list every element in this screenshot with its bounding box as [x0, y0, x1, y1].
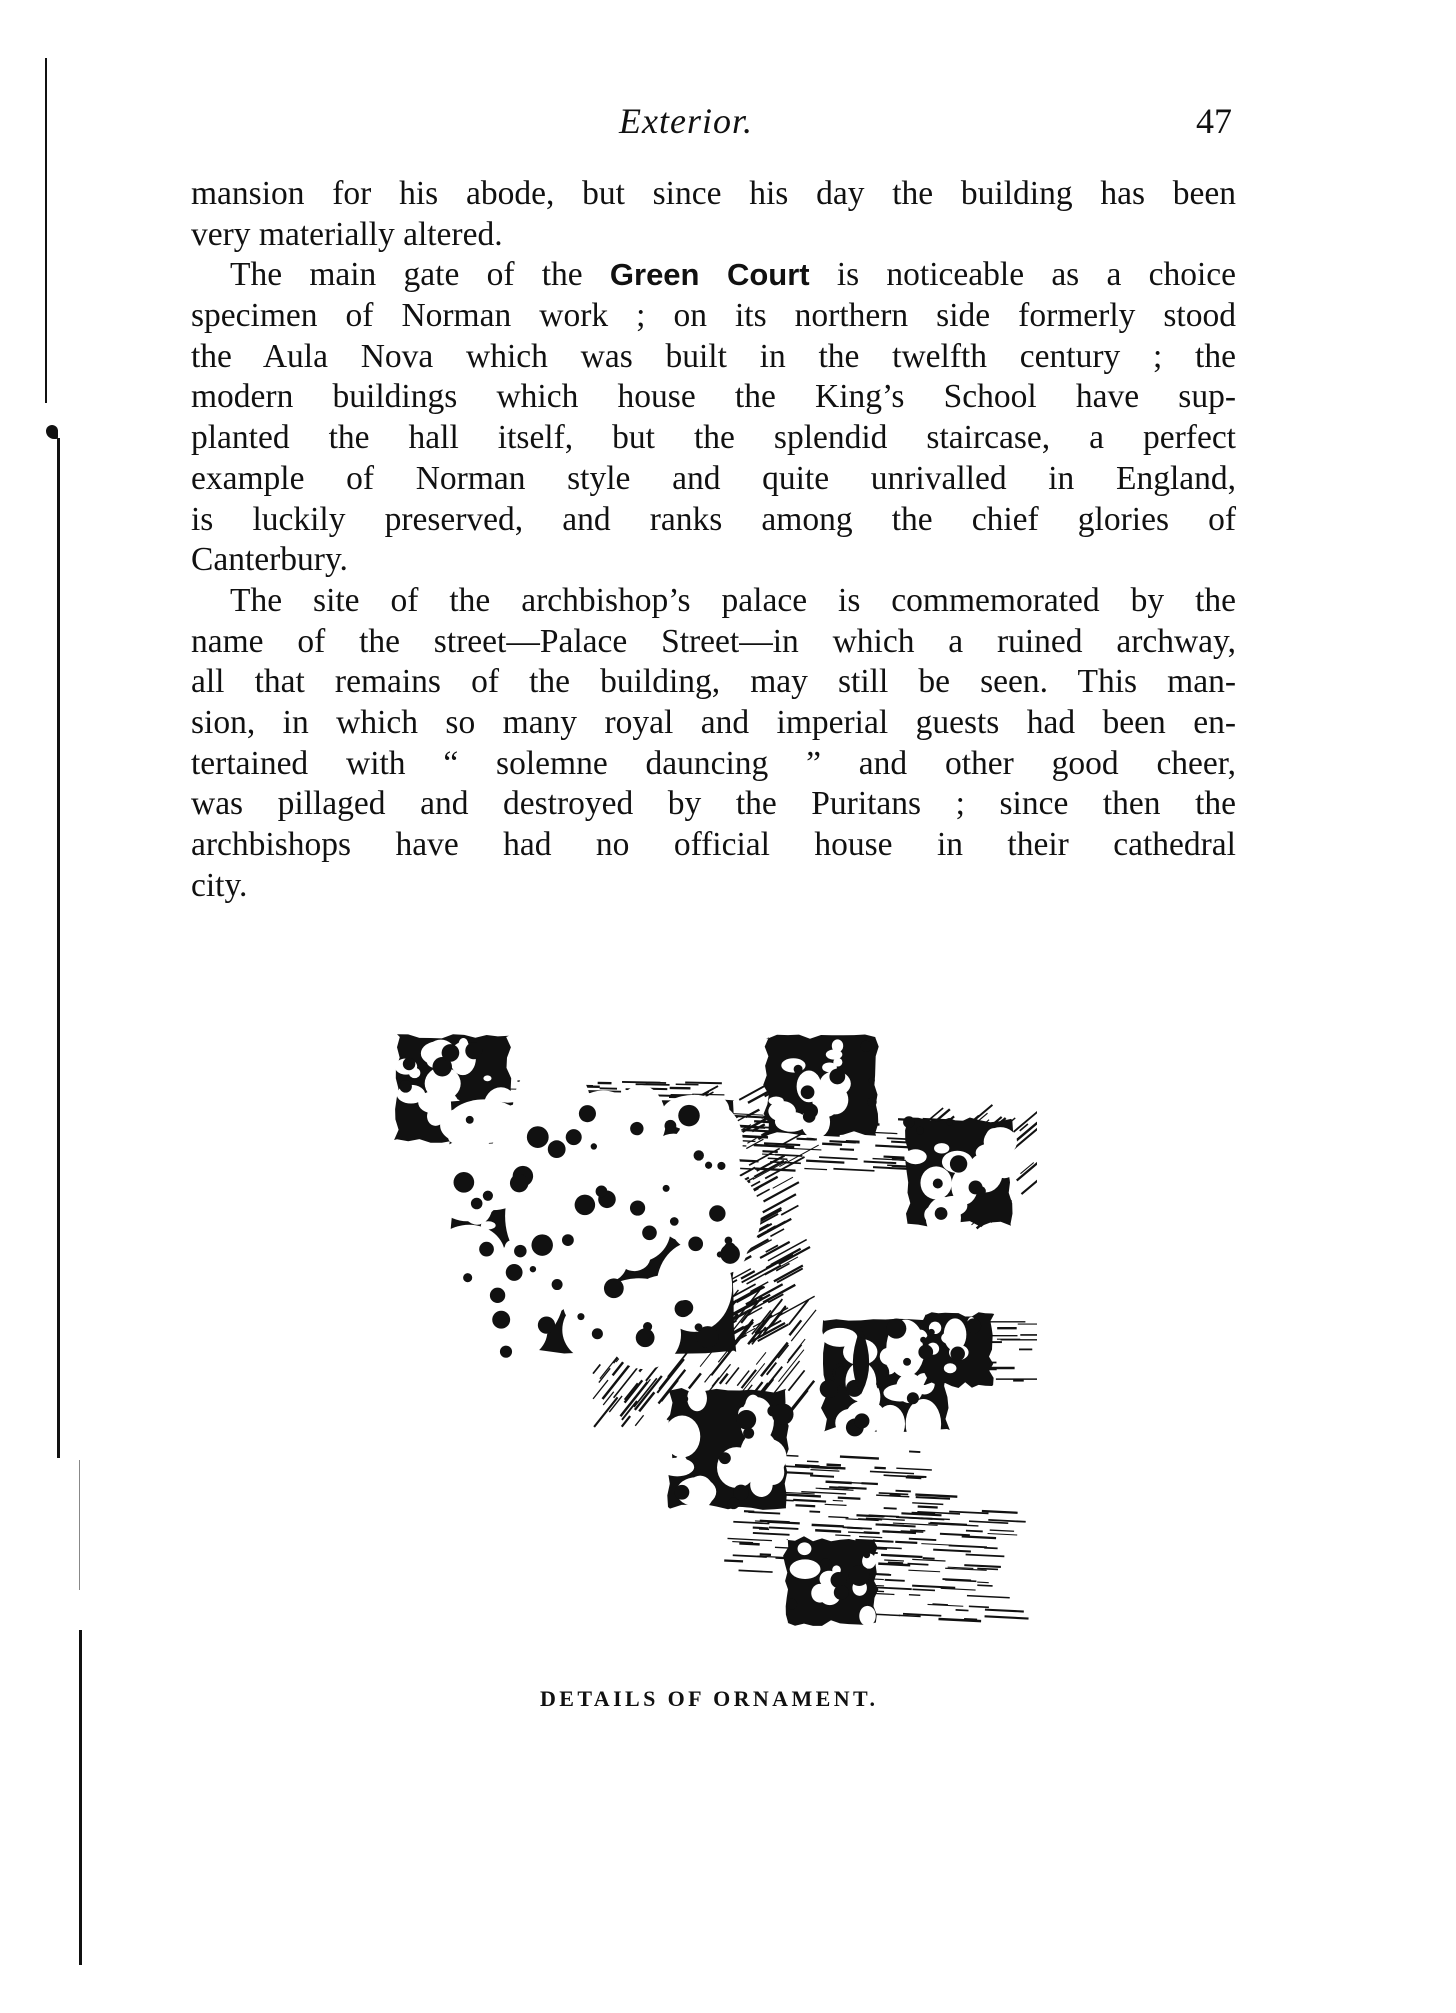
hatch-stroke — [896, 1491, 911, 1492]
text-line: sion, in which so many royal and imperial guests had been en- — [191, 703, 1236, 741]
leaf-shadow — [678, 1105, 700, 1127]
leaf-highlight — [483, 1075, 491, 1081]
hatch-stroke — [822, 1144, 842, 1145]
leaf-highlight — [612, 1179, 654, 1201]
hatch-stroke — [769, 1527, 798, 1528]
leaf-shadow — [465, 1042, 482, 1059]
paragraph-3 — [191, 581, 1236, 907]
hatch-stroke — [874, 1468, 885, 1469]
leaf-shadow — [506, 1264, 523, 1281]
hatch-stroke — [812, 1525, 844, 1527]
hatch-stroke — [743, 1130, 769, 1131]
leaf-highlight — [906, 1399, 942, 1449]
hatch-stroke — [909, 1539, 936, 1540]
hatch-stroke — [804, 1169, 827, 1170]
leaf-shadow — [834, 1585, 849, 1600]
leaf-shadow — [860, 1041, 871, 1052]
leaf-shadow — [854, 1413, 869, 1428]
hatch-stroke — [614, 1367, 638, 1397]
hatch-stroke — [777, 1268, 803, 1282]
hatch-stroke — [918, 1506, 938, 1507]
leaf-shadow — [591, 1143, 597, 1149]
hatch-stroke — [885, 1580, 905, 1581]
hatch-stroke — [933, 1550, 971, 1552]
hatch-stroke — [743, 1363, 765, 1391]
text-line: tertained with “ solemne dauncing ” and other good cheer, — [191, 744, 1236, 782]
hatch-stroke — [859, 1536, 882, 1537]
hatch-stroke — [728, 1538, 772, 1540]
leaf-shadow — [950, 1155, 967, 1172]
leaf-highlight — [904, 1149, 926, 1164]
hatch-stroke — [912, 1589, 935, 1590]
hatch-stroke — [1017, 1152, 1037, 1180]
leaf-shadow — [849, 1565, 870, 1586]
leaf-shadow — [566, 1129, 582, 1145]
leaf-shadow — [947, 1120, 953, 1126]
leaf-shadow — [820, 1380, 838, 1398]
place-name-green-court: Green Court — [609, 257, 810, 293]
hatch-stroke — [809, 1511, 820, 1512]
hatch-stroke — [949, 1545, 987, 1547]
text-segment: is noticeable as a choice — [809, 256, 1236, 294]
hatch-stroke — [912, 1559, 945, 1561]
hatch-stroke — [807, 1461, 819, 1462]
leaf-highlight — [934, 1143, 949, 1153]
hatch-stroke — [864, 1162, 897, 1164]
text-line: city. — [191, 866, 248, 904]
leaf-shadow — [772, 1403, 794, 1425]
leaf-shadow — [688, 1236, 703, 1251]
leaf-shadow — [695, 1323, 703, 1331]
hatch-stroke — [921, 1544, 951, 1546]
figure-caption: DETAILS OF ORNAMENT. — [540, 1686, 879, 1711]
leaf-shadow — [869, 1077, 875, 1083]
hatch-stroke — [940, 1534, 970, 1535]
hatch-stroke — [636, 1084, 670, 1085]
leaf-shadow — [950, 1346, 964, 1360]
leaf-shadow — [867, 1097, 877, 1107]
leaf-shadow — [674, 1485, 689, 1500]
hatch-stroke — [915, 1495, 957, 1497]
leaf-shadow — [694, 1150, 704, 1160]
leaf-shadow — [820, 1558, 832, 1570]
text-line: planted the hall itself, but the splendid staircase, a perfect — [191, 419, 1236, 457]
text-line: is luckily preserved, and ranks among the chief glories of — [191, 500, 1236, 538]
text-line — [191, 255, 1236, 296]
text-line: all that remains of the building, may still be seen. This man- — [191, 663, 1236, 701]
hatch-stroke — [840, 1149, 854, 1150]
leaf-shadow — [737, 1410, 757, 1430]
ornament-illustration — [393, 1031, 1037, 1655]
leaf-shadow — [403, 1058, 416, 1071]
hatch-stroke — [838, 1487, 866, 1488]
leaf-highlight — [697, 1298, 722, 1324]
leaf-highlight — [549, 1225, 605, 1302]
leaf-highlight — [790, 1559, 821, 1579]
hatch-stroke — [988, 1534, 1018, 1535]
leaf-shadow — [903, 1116, 915, 1128]
hatch-stroke — [843, 1527, 872, 1528]
hatch-stroke — [877, 1587, 912, 1589]
leaf-highlight — [529, 1201, 540, 1209]
hatch-stroke — [795, 1505, 815, 1506]
hatch-stroke — [912, 1586, 955, 1588]
hatch-stroke — [791, 1310, 816, 1341]
margin-rule-middle — [57, 438, 60, 1458]
leaf-shadow — [803, 1110, 816, 1123]
hatch-stroke — [985, 1610, 1024, 1612]
hatch-stroke — [878, 1564, 910, 1566]
hatch-stroke — [899, 1615, 921, 1616]
hatch-stroke — [833, 1169, 874, 1171]
hatch-stroke — [870, 1471, 914, 1473]
leaf-shadow — [935, 1207, 948, 1220]
hatch-stroke — [815, 1530, 841, 1531]
margin-rule-top — [45, 58, 47, 403]
hatch-stroke — [795, 1465, 820, 1466]
leaf-highlight — [826, 1050, 843, 1060]
leaf-shadow — [705, 1162, 712, 1169]
hatch-stroke — [875, 1146, 908, 1148]
leaf-shadow — [717, 1162, 725, 1170]
text-line: specimen of Norman work ; on its northern side formerly stood — [191, 297, 1236, 335]
leaf-highlight — [687, 1476, 714, 1509]
leaf-shadow — [680, 1395, 688, 1403]
text-line: was pillaged and destroyed by the Puritans ; since then the — [191, 785, 1236, 823]
hatch-stroke — [753, 1528, 769, 1529]
hatch-stroke — [908, 1564, 929, 1565]
hatch-stroke — [762, 1151, 777, 1152]
leaf-shadow — [442, 1044, 460, 1062]
hatch-stroke — [977, 1582, 989, 1583]
leaf-shadow — [728, 1497, 740, 1509]
hatch-stroke — [793, 1500, 826, 1502]
margin-rule-faint — [79, 1460, 80, 1590]
leaf-shadow — [886, 1318, 906, 1338]
leaf-shadow — [479, 1242, 494, 1257]
leaf-shadow — [466, 1116, 474, 1124]
leaf-highlight — [944, 1363, 957, 1373]
hatch-stroke — [755, 1169, 796, 1171]
hatch-stroke — [977, 1585, 992, 1586]
leaf-shadow — [596, 1186, 608, 1198]
leaf-shadow — [531, 1234, 552, 1255]
hatch-stroke — [881, 1555, 922, 1557]
leaf-shadow — [510, 1174, 528, 1192]
hatch-stroke — [763, 1285, 795, 1303]
hatch-stroke — [768, 1158, 788, 1159]
text-line: example of Norman style and quite unrivalled in England, — [191, 459, 1236, 497]
hatch-stroke — [884, 1508, 897, 1509]
leaf-highlight — [985, 1128, 1003, 1153]
hatch-stroke — [835, 1535, 850, 1536]
body-text — [191, 174, 1236, 906]
leaf-shadow — [483, 1191, 493, 1201]
leaf-shadow — [665, 1120, 677, 1132]
leaf-highlight — [880, 1348, 897, 1365]
text-line: archbishops have had no official house in their cathedral — [191, 826, 1236, 863]
leaf-shadow — [829, 1069, 845, 1085]
hatch-stroke — [916, 1497, 950, 1499]
hatch-stroke — [969, 1606, 989, 1607]
leaf-shadow — [928, 1329, 935, 1336]
hatch-stroke — [739, 1543, 759, 1544]
leaf-highlight — [435, 1299, 506, 1361]
hatch-stroke — [810, 1476, 834, 1477]
leaf-shadow — [562, 1234, 574, 1246]
hatch-stroke — [760, 1554, 771, 1555]
hatch-stroke — [967, 1596, 1010, 1598]
hatch-stroke — [724, 1560, 743, 1561]
hatch-stroke — [884, 1475, 924, 1477]
hatch-stroke — [910, 1530, 925, 1531]
text-line: Canterbury. — [191, 541, 348, 579]
text-segment: The main gate of the — [230, 256, 610, 294]
leaf-shadow — [801, 1085, 815, 1099]
leaf-shadow — [636, 1328, 655, 1347]
leaf-shadow — [966, 1318, 981, 1333]
hatch-stroke — [733, 1522, 769, 1524]
leaf-shadow — [863, 1551, 870, 1558]
hatch-stroke — [1014, 1108, 1037, 1132]
hatch-stroke — [764, 1182, 799, 1201]
leaf-highlight — [637, 1108, 646, 1116]
leaf-shadow — [918, 1345, 933, 1360]
leaf-shadow — [907, 1392, 919, 1404]
hatch-stroke — [964, 1565, 1001, 1567]
leaf-highlight — [675, 1455, 687, 1471]
hatch-stroke — [785, 1148, 821, 1150]
margin-rule-curl — [46, 425, 58, 439]
leaf-shadow — [630, 1122, 643, 1135]
hatch-stroke — [759, 1529, 769, 1530]
hatch-stroke — [737, 1371, 749, 1386]
leaf-shadow — [604, 1278, 624, 1298]
leaf-shadow — [577, 1313, 584, 1320]
hatch-stroke — [895, 1542, 917, 1543]
leaf-shadow — [787, 1599, 798, 1610]
hatch-stroke — [990, 1530, 1014, 1531]
hatch-stroke — [810, 1470, 839, 1471]
text-line: modern buildings which house the King’s School have sup- — [191, 378, 1236, 416]
hatch-stroke — [840, 1457, 879, 1459]
paragraph-2 — [191, 255, 1236, 581]
hatch-stroke — [733, 1295, 770, 1315]
leaf-highlight — [768, 1101, 796, 1121]
leaf-shadow — [976, 1186, 986, 1196]
hatch-stroke — [827, 1465, 841, 1466]
text-line: mansion for his abode, but since his day the building has been — [191, 175, 1236, 212]
hatch-stroke — [966, 1554, 1005, 1556]
hatch-stroke — [896, 1517, 932, 1519]
leaf-highlight — [986, 1176, 994, 1185]
hatch-stroke — [599, 1368, 610, 1382]
hatch-stroke — [988, 1520, 1025, 1522]
hatch-stroke — [739, 1570, 773, 1572]
page-header — [191, 100, 1236, 144]
leaf-shadow — [719, 1452, 731, 1464]
hatch-stroke — [966, 1531, 983, 1532]
leaf-shadow — [663, 1185, 670, 1192]
leaf-shadow — [642, 1225, 657, 1240]
leaf-shadow — [592, 1328, 603, 1339]
leaf-highlight — [859, 1606, 875, 1626]
leaf-highlight — [761, 1460, 784, 1485]
leaf-shadow — [630, 1200, 645, 1215]
hatch-stroke — [748, 1512, 780, 1514]
hatch-stroke — [1021, 1174, 1037, 1194]
leaf-shadow — [794, 1065, 803, 1074]
hatch-stroke — [828, 1517, 848, 1518]
hatch-stroke — [941, 1588, 976, 1590]
hatch-stroke — [912, 1503, 943, 1505]
leaf-shadow — [527, 1126, 549, 1148]
text-line: name of the street—Palace Street—in which a ruined archway, — [191, 622, 1236, 660]
hatch-stroke — [864, 1532, 880, 1533]
leaf-shadow — [575, 1195, 596, 1216]
hatch-stroke — [753, 1533, 790, 1535]
hatch-stroke — [825, 1504, 847, 1505]
leaf-highlight — [664, 1416, 700, 1458]
hatch-stroke — [786, 1455, 798, 1456]
hatch-stroke — [622, 1082, 660, 1083]
hatch-stroke — [742, 1263, 778, 1283]
text-line: the Aula Nova which was built in the twelfth century ; the — [191, 337, 1236, 375]
hatch-stroke — [909, 1595, 920, 1596]
leaf-shadow — [500, 1346, 512, 1358]
hatch-stroke — [781, 1205, 798, 1214]
hatch-stroke — [789, 1300, 809, 1325]
leaf-shadow — [454, 1172, 475, 1193]
hatch-stroke — [838, 1498, 861, 1499]
leaf-shadow — [678, 1300, 694, 1316]
hatch-stroke — [705, 1374, 711, 1382]
hatch-stroke — [726, 1368, 739, 1385]
hatch-stroke — [786, 1472, 813, 1473]
text-line: The site of the archbishop’s palace is commemorated by the — [230, 581, 1236, 619]
leaf-shadow — [916, 1127, 924, 1135]
leaf-shadow — [670, 1217, 679, 1226]
running-title: Exterior. — [619, 101, 753, 141]
hatch-stroke — [806, 1161, 844, 1163]
leaf-shadow — [492, 1311, 510, 1329]
hatch-stroke — [761, 1343, 788, 1377]
margin-rule-bottom — [79, 1630, 82, 1965]
hatch-stroke — [819, 1157, 857, 1159]
hatch-stroke — [923, 1558, 935, 1559]
leaf-shadow — [579, 1105, 596, 1122]
hatch-stroke — [876, 1524, 916, 1526]
leaf-shadow — [709, 1205, 725, 1221]
leaf-shadow — [399, 1080, 412, 1093]
hatch-stroke — [884, 1560, 904, 1561]
text-line: very materially altered. — [191, 215, 503, 253]
leaf-shadow — [530, 1266, 536, 1272]
hatch-stroke — [829, 1141, 855, 1142]
hatch-stroke — [985, 1616, 1029, 1618]
hatch-stroke — [788, 1339, 805, 1360]
hatch-stroke — [977, 1568, 998, 1569]
hatch-stroke — [711, 1349, 732, 1376]
hatch-stroke — [876, 1495, 909, 1497]
hatch-stroke — [908, 1570, 940, 1572]
leaf-highlight — [822, 1328, 857, 1347]
leaf-highlight — [687, 1385, 707, 1411]
hatch-stroke — [742, 1370, 757, 1388]
hatch-stroke — [909, 1451, 920, 1452]
leaf-shadow — [463, 1273, 472, 1282]
leaf-shadow — [725, 1237, 733, 1245]
hatch-stroke — [593, 1364, 600, 1373]
hatch-stroke — [833, 1500, 843, 1501]
leaf-highlight — [941, 1332, 961, 1345]
hatch-stroke — [861, 1483, 877, 1484]
leaf-shadow — [548, 1140, 566, 1158]
leaf-shadow — [514, 1245, 526, 1257]
paragraph-1 — [191, 174, 1236, 255]
leaf-shadow — [552, 1279, 563, 1290]
hatch-stroke — [635, 1415, 643, 1426]
hatch-stroke — [868, 1516, 885, 1517]
hatch-stroke — [774, 1361, 800, 1393]
hatch-stroke — [787, 1345, 802, 1363]
hatch-stroke — [956, 1610, 969, 1611]
leaf-highlight — [822, 1085, 848, 1114]
hatch-stroke — [945, 1580, 976, 1582]
leaf-shadow — [471, 1198, 483, 1210]
leaf-shadow — [693, 1459, 700, 1466]
leaf-shadow — [538, 1316, 555, 1333]
leaf-highlight — [798, 1542, 812, 1555]
hatch-stroke — [756, 1352, 766, 1364]
leaf-shadow — [903, 1358, 911, 1366]
hatch-stroke — [896, 1468, 932, 1470]
leaf-shadow — [720, 1244, 740, 1264]
hatch-stroke — [788, 1370, 804, 1390]
hatch-stroke — [779, 1247, 810, 1264]
hatch-stroke — [797, 1139, 815, 1140]
page-number: 47 — [1196, 101, 1232, 141]
leaf-shadow — [490, 1288, 505, 1303]
hatch-stroke — [685, 1083, 722, 1084]
hatch-stroke — [962, 1536, 996, 1538]
leaf-shadow — [933, 1178, 943, 1188]
